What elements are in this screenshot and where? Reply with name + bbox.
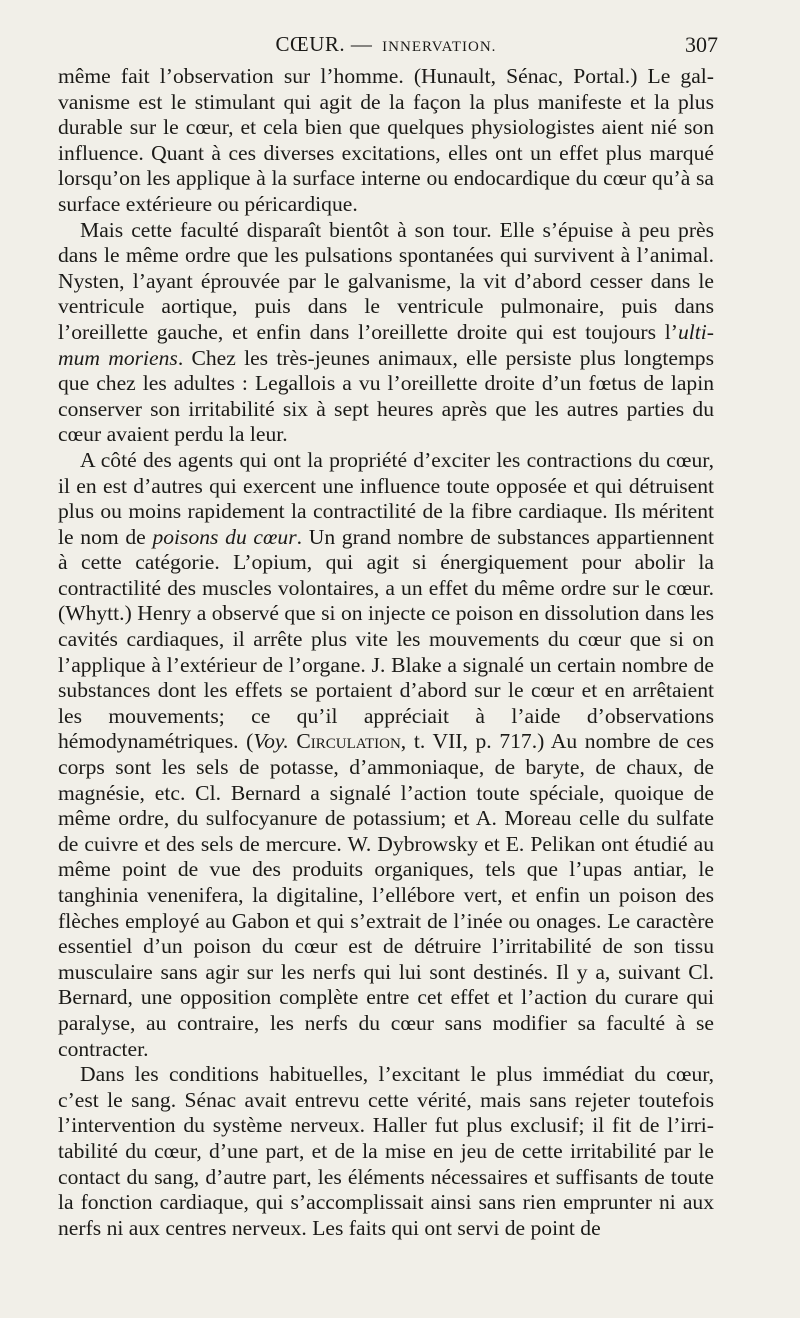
running-title <box>58 32 714 57</box>
page-number: 307 <box>685 32 718 57</box>
header-subtitle: INNERVATION. <box>382 39 497 55</box>
paragraph-4 <box>58 1062 714 1241</box>
header-title: CŒUR. <box>275 32 346 56</box>
p3-run-1: poisons du cœur <box>152 524 297 549</box>
p3-run-5: Circulation <box>296 729 401 754</box>
p3-run-0: A côté des agents qui ont la propriété d’exciter les contractions du cœur, il en est d’autres qui exercent une influence toute opposée et qui détruisent plus ou moins rapidement la contractilité de la fibre cardiaque. Ils méritent le nom de <box>58 447 714 549</box>
p3-run-6: , t. VII, p. 717.) Au nombre de ces corps sont les sels de potasse, d’ammoniaque, de baryte, de chaux, de magnésie, etc. Cl. Bernard a signalé l’action toute spéciale, quoique de même ordre, du sulfocyanure de potassium; et A. Moreau celle du sulfate de cuivre et des sels de mercure. W. Dybrowsky et E. Pelikan ont étudié au même point de vue des produits organiques, tels que l’upas antiar, le tanghinia venenifera, la digitaline, l’ellébore vert, et enfin un poison des flèches employé au Gabon et qui s’extrait de l’inée ou onages. Le caractère essentiel d’un poison du cœur est de détruire l’irritabilité de son tissu musculaire sans agir sur les nerfs qui lui sont destinés. Il y a, suivant Cl. Bernard, une opposition complète entre cet effet et l’action du curare qui paralyse, au contraire, les nerfs du cœur sans modifier sa faculté à se contracter. <box>58 729 715 1061</box>
p2-run-0: Mais cette faculté disparaît bientôt à son tour. Elle s’épuise à peu près dans le même ordre que les pulsations spontanées qui survivent à l’animal. Nysten, l’ayant éprouvée par le galvanisme, la vit d’abord cesser dans le ventricule aortique, puis dans le ventricule pulmonaire, puis dans l’oreillette gauche, et enfin dans l’oreillette droite qui est toujours l’ <box>58 217 714 344</box>
paragraph-3 <box>58 448 714 1062</box>
paragraph-1 <box>58 64 714 218</box>
p4-run-0: Dans les conditions habituelles, l’excitant le plus immédiat du cœur, c’est le sang. Sénac avait entrevu cette vérité, mais sans rejeter toutefois l’intervention du système nerveux. Haller fut plus exclusif; il fit de l’irritabilité du cœur, d’une part, et de la mise en jeu de cette irritabilité par le contact du sang, d’autre part, les éléments nécessaires et suffisants de toute la fonction cardiaque, qui s’accomplissait ainsi sans rien emprunter ni aux nerfs ni aux centres nerveux. Les faits qui ont servi de point de <box>58 1062 714 1240</box>
running-header <box>58 30 718 64</box>
body-text <box>58 64 714 1241</box>
p3-run-2: . Un grand nombre de substances appartiennent à cette catégorie. L’opium, qui agit si énergiquement pour abolir la contractilité des muscles volontaires, a un effet du même ordre sur le cœur. (Whytt.) Henry a observé que si on injecte ce poison en dissolution dans les cavités cardiaques, il arrête plus vite les mouvements du cœur que si on l’applique à l’extérieur de l’organe. J. Blake a signalé un certain nombre de substances dont les effets se portaient d’abord sur le cœur et en arrêtaient les mouvements; ce qu’il appréciait à l’aide d’observations hémodynamétriques. ( <box>58 524 714 754</box>
p1-run-0: même fait l’observation sur l’homme. (Hunault, Sénac, Portal.) Le galvanisme est le stimulant qui agit de la façon la plus manifeste et la plus durable sur le cœur, et cela bien que quelques physiologistes aient nié son influence. Quant à ces diverses excitations, elles ont un effet plus marqué lorsqu’on les applique à la surface interne ou endocardique du cœur qu’à sa surface extérieure ou péricardique. <box>58 64 714 216</box>
paragraph-2 <box>58 218 714 448</box>
p3-run-3: Voy. <box>253 729 289 754</box>
p2-run-2: . Chez les très-jeunes animaux, elle persiste plus longtemps que chez les adultes : Legallois a vu l’oreillette droite d’un fœtus de lapin conserver son irritabilité six à sept heures après que les autres parties du cœur avaient perdu la leur. <box>58 345 715 447</box>
p2-run-1: ultimum moriens <box>58 319 714 370</box>
book-page <box>58 30 718 1300</box>
header-dash: — <box>350 32 373 56</box>
